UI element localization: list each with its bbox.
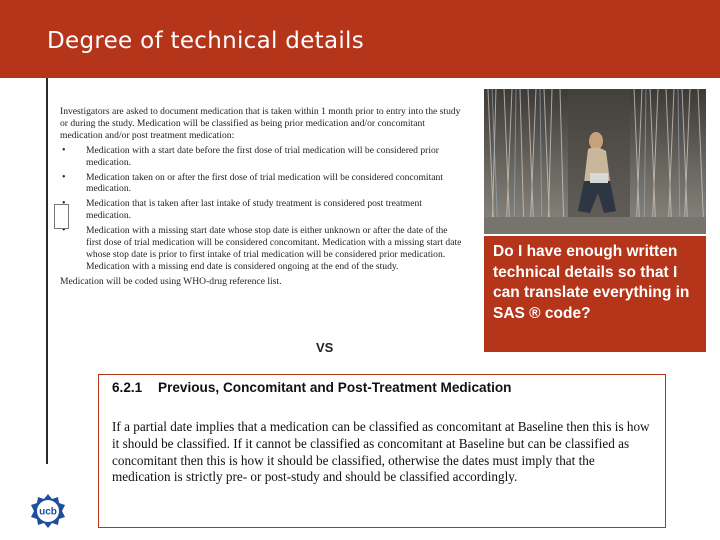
bullet-icon: • <box>62 225 66 237</box>
photo-illustration <box>484 89 706 234</box>
protocol-bullet <box>60 198 462 222</box>
bullet-icon: • <box>62 171 66 183</box>
vs-label: VS <box>316 340 334 355</box>
protocol-intro: Investigators are asked to document medication that is taken within 1 month prior to entry into the study or during the study. Medication will be classified as being prior medication and/or concomitant medication and/or post treatment medication: <box>60 106 461 141</box>
sap-excerpt-box <box>98 374 666 528</box>
slide-header <box>0 0 720 78</box>
protocol-bullet <box>60 225 462 273</box>
protocol-closing: Medication will be coded using WHO-drug reference list. <box>60 275 282 287</box>
slide-title: Degree of technical details <box>47 28 365 54</box>
protocol-bullet-text: Medication that is taken after last intake of study treatment is considered post treatment medication. <box>86 198 422 222</box>
sap-section-number: 6.2.1 <box>112 380 143 395</box>
sap-body-text: If a partial date implies that a medication can be classified as concomitant at Baseline then this is how it should be classified. If it cannot be classified as concomitant at Baseline but can be classified as concomitant then this is how it should be classified, otherwise the dates must imply that the medication is strictly pre- or post-study and should be classified accordingly. <box>112 419 650 485</box>
protocol-bullet-text: Medication taken on or after the first dose of trial medication will be considered concomitant medication. <box>86 171 443 195</box>
callout-text: Do I have enough written technical details so that I can translate everything in SAS ® code? <box>493 243 690 322</box>
protocol-excerpt <box>60 106 462 291</box>
ucb-logo <box>30 493 66 529</box>
bullet-icon: • <box>62 198 66 210</box>
protocol-bullet-text: Medication with a start date before the first dose of trial medication will be considered prior medication. <box>86 144 439 168</box>
ucb-logo-icon <box>30 493 66 529</box>
sap-section-title: Previous, Concomitant and Post-Treatment Medication <box>158 380 512 395</box>
callout-box <box>484 236 706 352</box>
server-room-photo <box>484 89 706 234</box>
logo-text: ucb <box>39 506 57 518</box>
highlight-marker <box>54 204 69 229</box>
bullet-icon: • <box>62 144 66 156</box>
protocol-bullet-list <box>60 145 462 273</box>
left-rule <box>46 78 48 464</box>
protocol-bullet <box>60 172 462 196</box>
protocol-bullet <box>60 145 462 169</box>
protocol-bullet-text: Medication with a missing start date whose stop date is either unknown or after the date of the first dose of trial medication will be considered concomitant. Medication with a missing start date whose stop date is prior to first intake of trial medication will be considered prior medication. Medication with a missing end date is considered ongoing at the end of the study. <box>86 225 462 272</box>
